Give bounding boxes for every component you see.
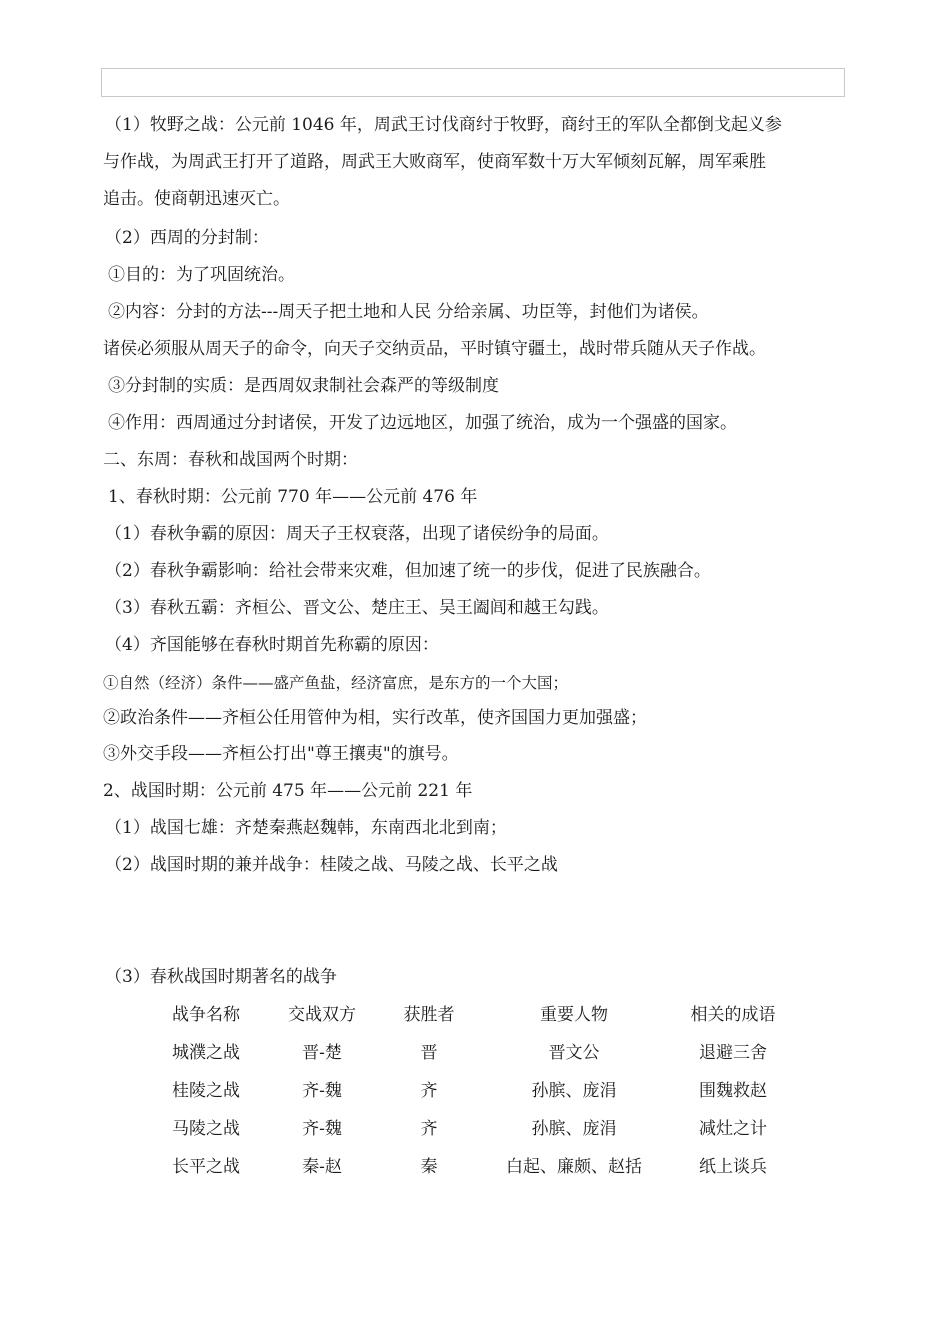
table-row — [0, 1041, 950, 1065]
cell-key-figures: 孙膑、庞涓 — [531, 1081, 617, 1101]
cell-key-figures: 白起、廉颇、赵括 — [506, 1157, 642, 1177]
cell-idiom: 退避三舍 — [699, 1043, 767, 1063]
warring-states-item-2: （2）战国时期的兼并战争：桂陵之战、马陵之战、长平之战 — [105, 855, 558, 875]
spring-autumn-heading: 1、春秋时期：公元前 770 年——公元前 476 年 — [108, 487, 478, 507]
header-battle-name: 战争名称 — [172, 1005, 240, 1025]
spring-autumn-item-2: （2）春秋争霸影响：给社会带来灾难，但加速了统一的步伐，促进了民族融合。 — [105, 561, 711, 581]
cell-idiom: 纸上谈兵 — [699, 1157, 767, 1177]
warring-states-heading: 2、战国时期：公元前 475 年——公元前 221 年 — [103, 781, 473, 801]
spring-autumn-item-4: （4）齐国能够在春秋时期首先称霸的原因： — [105, 635, 439, 655]
cell-battle-name: 长平之战 — [172, 1157, 240, 1177]
cell-winner: 齐 — [420, 1081, 438, 1101]
fenfeng-content-cont: 诸侯必须服从周天子的命令，向天子交纳贡品，平时镇守疆土，战时带兵随从天子作战。 — [103, 339, 766, 359]
table-header-row — [0, 1003, 950, 1027]
cell-battle-name: 马陵之战 — [172, 1119, 240, 1139]
fenfeng-purpose: ①目的：为了巩固统治。 — [108, 265, 295, 285]
table-title: （3）春秋战国时期著名的战争 — [105, 967, 337, 987]
spring-autumn-item-3: （3）春秋五霸：齐桓公、晋文公、楚庄王、吴王阖闾和越王勾践。 — [105, 598, 609, 618]
cell-parties: 晋-楚 — [302, 1043, 342, 1063]
cell-winner: 晋 — [420, 1043, 438, 1063]
cell-winner: 秦 — [420, 1157, 438, 1177]
cell-idiom: 围魏救赵 — [699, 1081, 767, 1101]
cell-parties: 齐-魏 — [302, 1119, 342, 1139]
cell-idiom: 减灶之计 — [699, 1119, 767, 1139]
table-row — [0, 1155, 950, 1179]
muye-battle-line-3: 追击。使商朝迅速灭亡。 — [103, 189, 290, 209]
header-winner: 获胜者 — [403, 1005, 455, 1025]
warring-states-item-1: （1）战国七雄：齐楚秦燕赵魏韩，东南西北北到南； — [105, 818, 507, 838]
qi-reason-2: ②政治条件——齐桓公任用管仲为相，实行改革，使齐国国力更加强盛； — [103, 708, 647, 728]
cell-battle-name: 桂陵之战 — [172, 1081, 240, 1101]
fenfeng-content: ②内容：分封的方法---周天子把土地和人民 分给亲属、功臣等，封他们为诸侯。 — [108, 302, 709, 322]
cell-parties: 秦-赵 — [302, 1157, 342, 1177]
header-parties: 交战双方 — [288, 1005, 356, 1025]
cell-key-figures: 孙膑、庞涓 — [531, 1119, 617, 1139]
spring-autumn-item-1: （1）春秋争霸的原因：周天子王权衰落，出现了诸侯纷争的局面。 — [105, 524, 609, 544]
muye-battle-line-1: （1）牧野之战：公元前 1046 年，周武王讨伐商纣于牧野，商纣王的军队全都倒戈起义参 — [105, 115, 782, 135]
cell-key-figures: 晋文公 — [548, 1043, 600, 1063]
header-idiom: 相关的成语 — [690, 1005, 776, 1025]
qi-reason-3: ③外交手段——齐桓公打出"尊王攘夷"的旗号。 — [103, 744, 459, 764]
table-row — [0, 1117, 950, 1141]
section-eastern-zhou: 二、东周：春秋和战国两个时期： — [103, 450, 358, 470]
cell-battle-name: 城濮之战 — [172, 1043, 240, 1063]
cell-winner: 齐 — [420, 1119, 438, 1139]
fenfeng-essence: ③分封制的实质：是西周奴隶制社会森严的等级制度 — [108, 376, 499, 396]
table-row — [0, 1079, 950, 1103]
header-key-figures: 重要人物 — [540, 1005, 608, 1025]
muye-battle-line-2: 与作战，为周武王打开了道路，周武王大败商军，使商军数十万大军倾刻瓦解，周军乘胜 — [103, 152, 766, 172]
blank-header-box — [101, 68, 845, 97]
qi-reason-1: ①自然（经济）条件——盛产鱼盐，经济富庶，是东方的一个大国； — [103, 674, 569, 692]
fenfeng-title: （2）西周的分封制： — [105, 228, 269, 248]
cell-parties: 齐-魏 — [302, 1081, 342, 1101]
fenfeng-effect: ④作用：西周通过分封诸侯，开发了边远地区，加强了统治，成为一个强盛的国家。 — [108, 413, 737, 433]
